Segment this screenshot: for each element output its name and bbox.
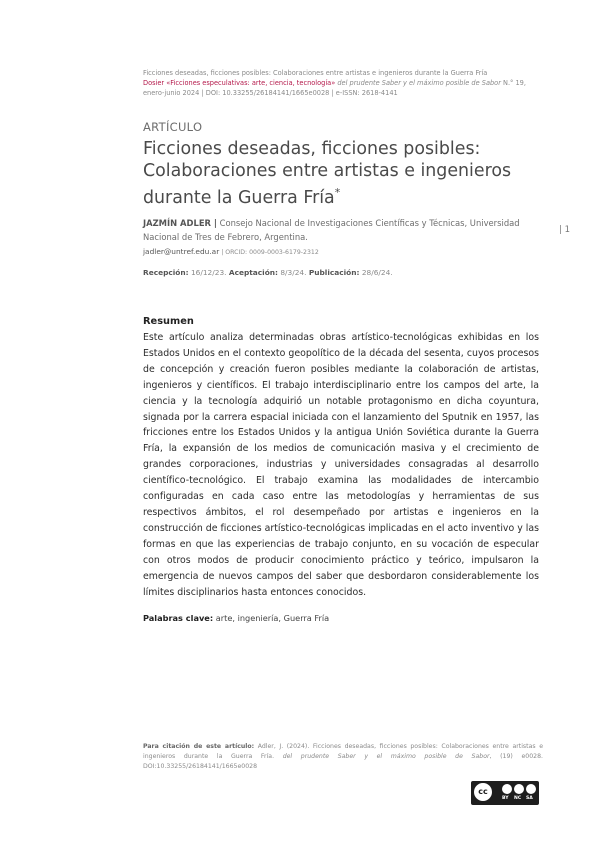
nc-icon <box>514 784 524 794</box>
license-by-label: BY <box>502 796 509 801</box>
keywords-label: Palabras clave: <box>143 613 214 623</box>
dossier-name: Dosier «Ficciones especulativas: arte, ciencia, tecnología» <box>143 79 336 87</box>
running-header <box>143 68 543 98</box>
published-label: Publicación: <box>308 268 360 277</box>
issue-details: enero-junio 2024 | DOI: 10.33255/26184141/1665e0028 | e-ISSN: 2618-4141 <box>143 89 398 97</box>
citation-block <box>143 742 543 771</box>
license-nc-label: NC <box>514 796 522 801</box>
keywords <box>143 613 329 623</box>
author-email[interactable]: jadler@untref.edu.ar <box>143 247 220 256</box>
author-block <box>143 216 533 244</box>
article-title <box>143 139 543 209</box>
accepted-label: Aceptación: <box>228 268 278 277</box>
journal-name: del prudente Saber y el máximo posible de Sabor <box>337 79 501 87</box>
abstract-body: Este artículo analiza determinadas obras artístico-tecnológicas exhibidas en los Estados Unidos en el contexto geopolítico de la década del sesenta, cuyos procesos de concepción y creación fueron posibles mediante la colaboración de artistas, ingenieros y científicos. El trabajo interdisciplinario entre los campos del arte, la ciencia y la tecnología adquirió un notable protagonismo en dicha coyuntura, signada por la carrera espacial iniciada con el lanzamiento del Sputnik en 1957, las fricciones entre los Estados Unidos y la antigua Unión Soviética durante la Guerra Fría, la expansión de los medios de comunicación masiva y el crecimiento de grandes corporaciones, industrias y universidades consagradas al desarrollo científico-tecnológico. El trabajo examina las modalidades de intercambio configuradas en cada caso entre las metodologías y herramientas de sus respectivos ámbitos, el rol desempeñado por artistas e ingenieros en la construcción de ficciones artístico-tecnológicas implicadas en el acto inventivo y las formas en que las experiencias de trabajo conjunto, en su vocación de especular con otros modos de producir conocimiento práctico y teórico, impulsaron la emergencia de nuevos campos del saber que desbordaron considerablemente los límites disciplinarios hasta entonces conocidos. <box>143 332 539 598</box>
author-contact <box>143 247 543 256</box>
title-footnote-mark: * <box>334 186 341 199</box>
by-icon <box>502 784 512 794</box>
citation-label: Para citación de este artículo: <box>143 743 255 750</box>
publication-dates <box>143 268 393 277</box>
received-label: Recepción: <box>143 268 189 277</box>
abstract-heading: Resumen <box>143 316 194 327</box>
running-header-dossier-line <box>143 78 543 88</box>
accepted-date: 8/3/24. <box>278 268 309 277</box>
sa-icon <box>526 784 536 794</box>
citation-text-b: , (19) e0028. DOI:10.33255/26184141/1665e0028 <box>143 752 543 770</box>
cc-logo-icon: cc <box>473 782 493 802</box>
author-orcid: | ORCID: 0009-0003-6179-2312 <box>219 249 319 256</box>
author-affiliation: Consejo Nacional de Investigaciones Científicas y Técnicas, Universidad Nacional de Tres de Febrero, Argentina. <box>143 218 520 242</box>
license-sa-label: SA <box>526 796 533 801</box>
received-date: 16/12/23. <box>188 268 229 277</box>
keywords-values: arte, ingeniería, Guerra Fría <box>213 613 330 623</box>
section-label: ARTÍCULO <box>143 120 203 134</box>
page-number: | 1 <box>559 225 570 235</box>
author-name: JAZMÍN ADLER | <box>143 218 217 228</box>
creative-commons-license-badge[interactable] <box>471 781 539 805</box>
issue-number: N.° 19, <box>500 79 526 87</box>
citation-text-a: Adler, J. (2024). Ficciones deseadas, ficciones posibles: Colaboraciones entre artistas e ingenieros durante la Guerra Fría. <box>143 743 543 760</box>
published-date: 28/6/24. <box>359 268 393 277</box>
citation-journal: del prudente Saber y el máximo posible de Sabor <box>282 752 490 760</box>
article-title-text: Ficciones deseadas, ficciones posibles: Colaboraciones entre artistas e ingenieros durante la Guerra Fría <box>143 139 512 208</box>
running-header-title: Ficciones deseadas, ficciones posibles: Colaboraciones entre artistas e ingenieros durante la Guerra Fría <box>143 69 488 77</box>
